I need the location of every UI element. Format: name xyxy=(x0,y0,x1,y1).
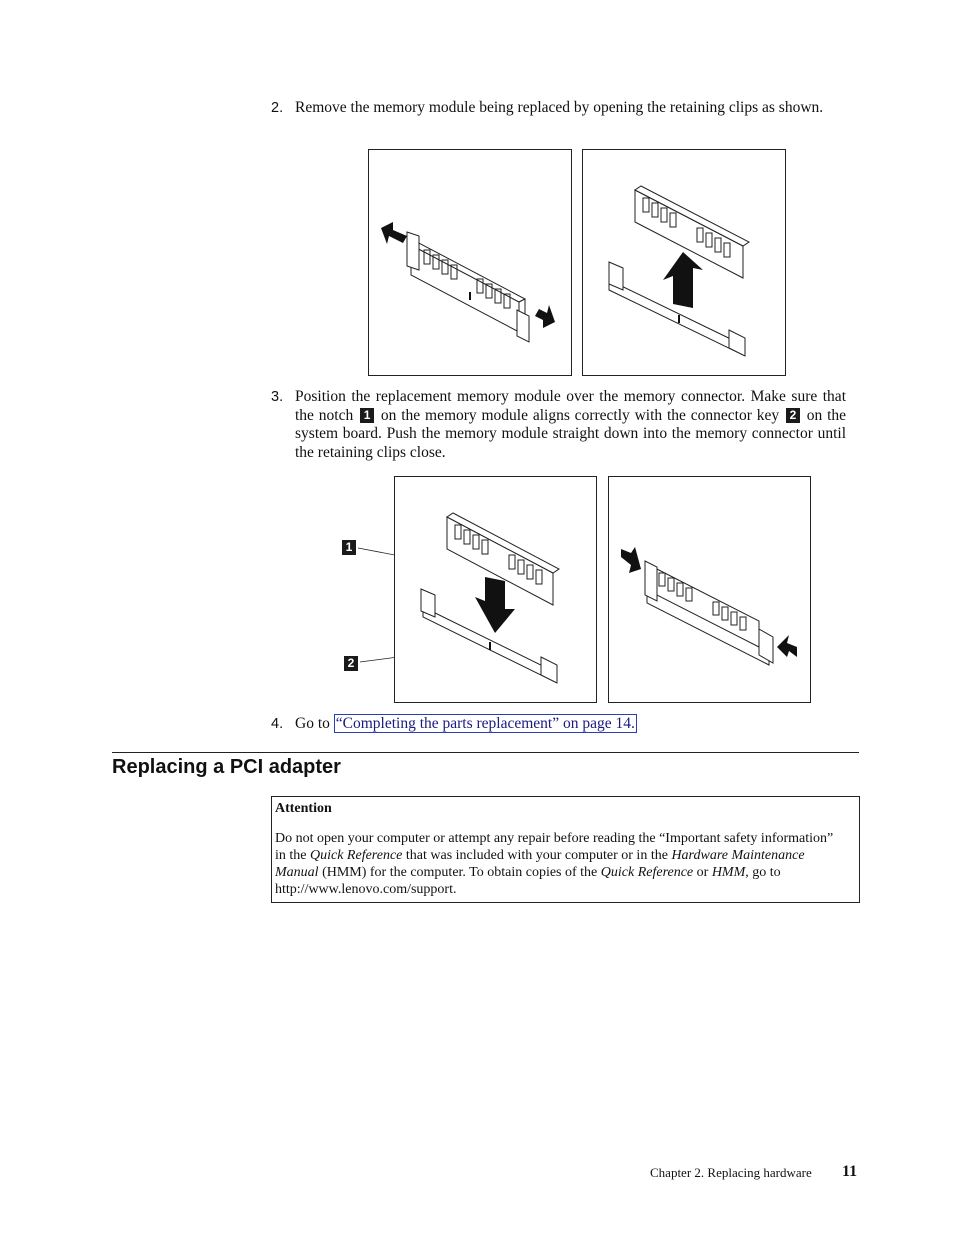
attention-text: Do not open your computer or attempt any repair before reading the “Important safety information” in the Quick Reference that was included with your computer or in the Hardware Maintenance Manual (HMM) for the computer. To obtain copies of the Quick Reference or HMM, go to http://www.lenovo.com/support. xyxy=(275,831,834,897)
step-4 xyxy=(271,715,846,734)
callout-notch: 1 xyxy=(360,408,374,423)
step-3 xyxy=(271,388,846,462)
page-number: 11 xyxy=(842,1163,858,1180)
step-number: 4. xyxy=(271,716,284,732)
attention-heading: Attention xyxy=(275,801,332,816)
figure-open-clips xyxy=(368,149,572,376)
step-number: 3. xyxy=(271,389,284,405)
section-rule xyxy=(112,752,859,753)
footer-chapter: Chapter 2. Replacing hardware xyxy=(650,1165,812,1180)
figure-callout-2: 2 xyxy=(344,656,358,671)
step-text: Position the replacement memory module over the memory connector. Make sure that the notch 1 on the memory module aligns correctly with the connector key 2 on the system board. Push the memory module straight down into the memory connector until the retaining clips close. xyxy=(295,388,847,461)
figure-callout-1: 1 xyxy=(342,540,356,555)
figure-insert-module xyxy=(394,476,597,703)
attention-box xyxy=(271,796,860,903)
figure-remove-module xyxy=(582,149,786,376)
step-text: Remove the memory module being replaced by opening the retaining clips as shown. xyxy=(295,99,824,116)
step-2 xyxy=(271,99,846,118)
figure-close-clips xyxy=(608,476,811,703)
link-completing-parts-replacement[interactable]: “Completing the parts replacement” on page 14. xyxy=(335,715,635,732)
callout-connector-key: 2 xyxy=(786,408,800,423)
step-number: 2. xyxy=(271,100,284,116)
section-heading: Replacing a PCI adapter xyxy=(112,756,341,778)
step-text: Go to “Completing the parts replacement” on page 14. xyxy=(295,715,635,732)
